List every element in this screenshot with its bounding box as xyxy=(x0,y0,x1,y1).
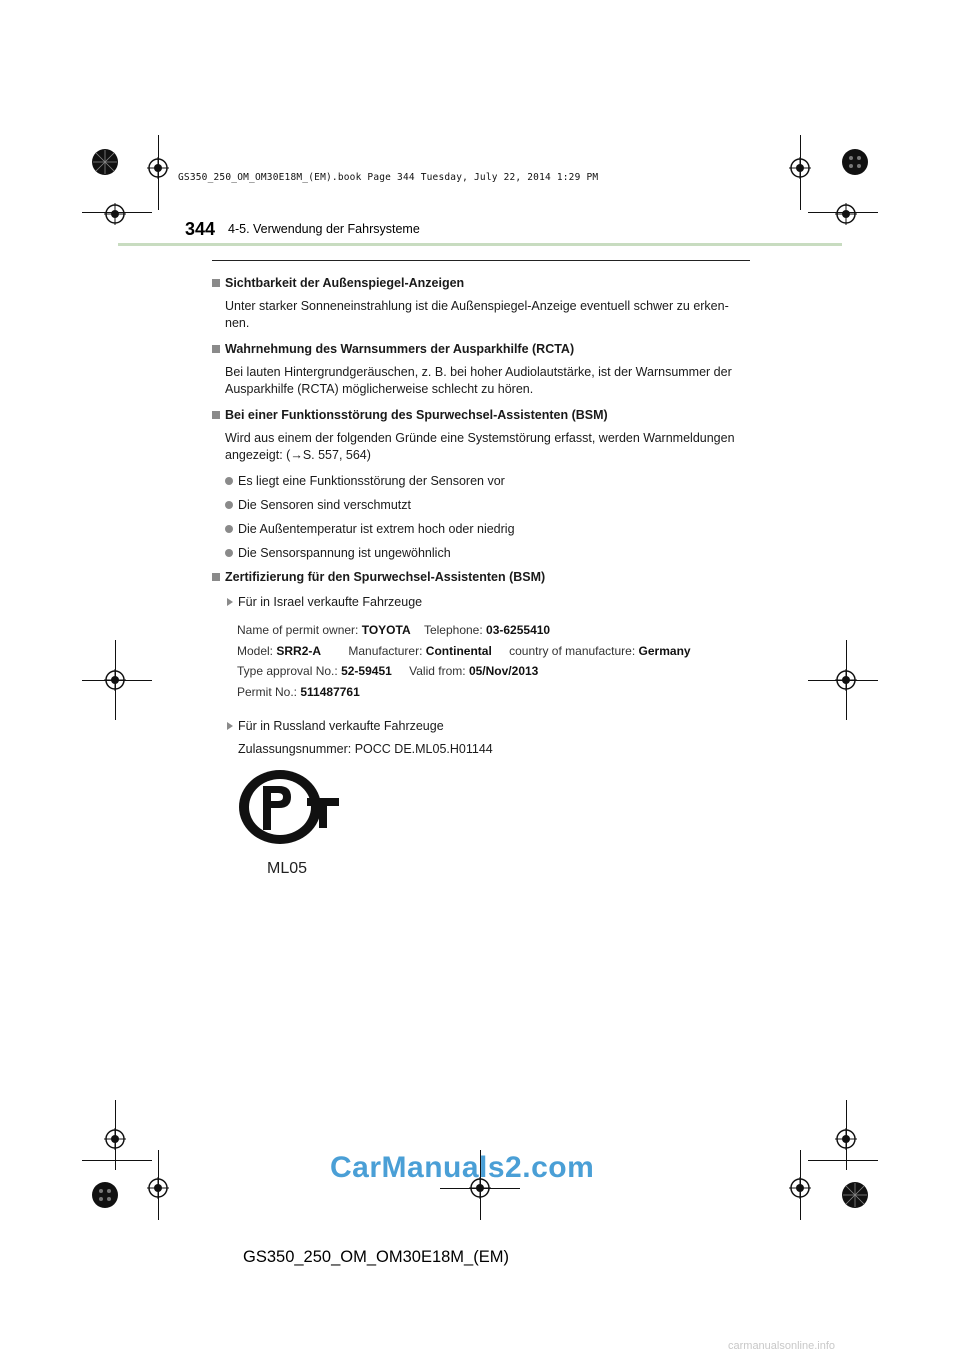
permit-owner-label: Name of permit owner: xyxy=(237,623,359,637)
manufacturer-value: Continental xyxy=(425,643,492,658)
color-patch-mark-icon xyxy=(90,1180,120,1210)
list-item: Die Sensorspannung ist ungewöhnlich xyxy=(212,545,752,562)
page-number: 344 xyxy=(185,219,216,239)
main-content xyxy=(212,268,752,611)
section-heading: Zertifizierung für den Spurwechsel-Assistenten (BSM) xyxy=(212,569,752,586)
section-text: Bei lauten Hintergrundgeräuschen, z. B. bei hoher Audiolautstärke, ist der Warnsummer der Ausparkhilfe (RCTA) möglicherweise schlecht zu hören. xyxy=(225,365,732,396)
registration-target-icon xyxy=(104,203,126,225)
telephone-label: Telephone: xyxy=(423,623,483,637)
registration-target-icon xyxy=(147,157,169,179)
model-label: Model: xyxy=(237,643,274,658)
registration-target-icon xyxy=(789,1177,811,1199)
section-heading: Bei einer Funktionsstörung des Spurwechsel-Assistenten (BSM) xyxy=(212,407,752,424)
section-rule xyxy=(212,260,750,261)
header-divider xyxy=(118,243,842,246)
section-heading: Wahrnehmung des Warnsummers der Ausparkhilfe (RCTA) xyxy=(212,341,752,358)
section-text: Unter starker Sonneneinstrahlung ist die Außenspiegel-Anzeige eventuell schwer zu erken-nen. xyxy=(225,299,729,330)
color-patch-mark-icon xyxy=(840,147,870,177)
book-info-line: GS350_250_OM_OM30E18M_(EM).book Page 344 Tuesday, July 22, 2014 1:29 PM xyxy=(178,172,599,183)
subsection-label-israel: Für in Israel verkaufte Fahrzeuge xyxy=(212,594,752,611)
country-label: country of manufacture: xyxy=(509,643,636,658)
registration-target-icon xyxy=(835,669,857,691)
list-item: Die Sensoren sind verschmutzt xyxy=(212,497,752,514)
permit-info-box xyxy=(237,620,691,702)
valid-from-value: 05/Nov/2013 xyxy=(468,664,539,678)
starburst-mark-icon xyxy=(90,147,120,177)
type-approval-value: 52-59451 xyxy=(341,664,392,678)
registration-target-icon xyxy=(789,157,811,179)
bottom-watermark-text: carmanualsonline.info xyxy=(728,1340,836,1352)
gost-r-certification-logo-icon xyxy=(237,768,341,848)
type-approval-label: Type approval No.: xyxy=(237,664,338,678)
section-heading: Sichtbarkeit der Außenspiegel-Anzeigen xyxy=(212,275,752,292)
chapter-title: 4-5. Verwendung der Fahrsysteme xyxy=(228,222,420,236)
permit-owner-value: TOYOTA xyxy=(361,623,411,637)
list-item: Die Außentemperatur ist extrem hoch oder niedrig xyxy=(212,521,752,538)
registration-target-icon xyxy=(104,1128,126,1150)
manufacturer-label: Manufacturer: xyxy=(348,643,423,658)
section-text: Wird aus einem der folgenden Gründe eine Systemstörung erfasst, werden Warnmeldungen angezeigt: (→S. 557, 564) xyxy=(225,431,735,462)
telephone-value: 03-6255410 xyxy=(486,623,551,637)
starburst-mark-icon xyxy=(840,1180,870,1210)
logo-caption: ML05 xyxy=(267,860,308,877)
registration-target-icon xyxy=(147,1177,169,1199)
registration-target-icon xyxy=(835,203,857,225)
list-item: Es liegt eine Funktionsstörung der Sensoren vor xyxy=(212,473,752,490)
footer-code: GS350_250_OM_OM30E18M_(EM) xyxy=(243,1248,509,1266)
permit-no-label: Permit No.: xyxy=(237,684,298,699)
approval-number-text: Zulassungsnummer: POCC DE.ML05.H01144 xyxy=(238,742,493,756)
subsection-label-russia: Für in Russland verkaufte Fahrzeuge xyxy=(212,718,752,735)
registration-target-icon xyxy=(104,669,126,691)
permit-no-value: 511487761 xyxy=(300,684,360,699)
valid-from-label: Valid from: xyxy=(409,664,466,678)
country-value: Germany xyxy=(638,643,691,658)
watermark-text: CarManuals2.com xyxy=(330,1151,595,1184)
registration-target-icon xyxy=(835,1128,857,1150)
model-value: SRR2-A xyxy=(276,643,322,658)
russia-section xyxy=(212,710,752,758)
